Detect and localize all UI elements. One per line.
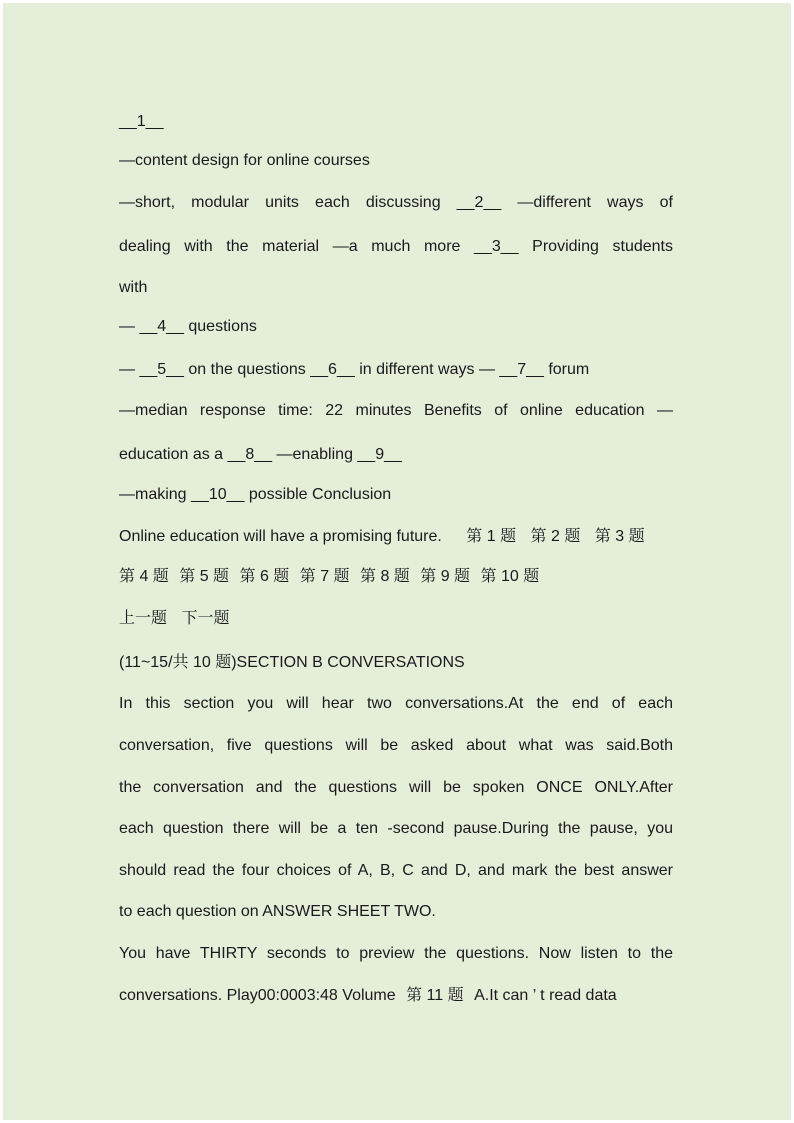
prev-next-row: [119, 609, 229, 629]
question-nav-5[interactable]: 第 5 题: [179, 568, 230, 585]
next-question-button[interactable]: 下一题: [181, 610, 230, 627]
outline-line: — __5__ on the questions __6__ in different ways — __7__ forum: [119, 361, 590, 378]
instruction-line: each question there will be a ten -second pause.During the pause, you: [119, 820, 673, 837]
outline-line: —content design for online courses: [119, 152, 370, 169]
instruction-line: conversation, five questions will be asked about what was said.Both: [119, 737, 673, 754]
question-nav-row: [119, 567, 539, 587]
conversations-text: conversations.: [119, 987, 223, 1004]
question-nav-2[interactable]: 第 2 题: [530, 528, 581, 545]
outline-line: —median response time: 22 minutes Benefits of online education —: [119, 402, 673, 419]
player-line: [119, 986, 617, 1006]
instruction-line: You have THIRTY seconds to preview the questions. Now listen to the: [119, 945, 673, 962]
player-time: 00:0003:48: [257, 987, 338, 1004]
instruction-line: the conversation and the questions will be spoken ONCE ONLY.After: [119, 779, 673, 796]
question-nav-6[interactable]: 第 6 题: [239, 568, 290, 585]
question-nav-11[interactable]: 第 11 题: [406, 987, 464, 1004]
question-nav-10[interactable]: 第 10 题: [480, 568, 540, 585]
instruction-line: should read the four choices of A, B, C and D, and mark the best answer: [119, 862, 673, 879]
option-a: A.It can ’ t read data: [474, 987, 617, 1004]
conclusion-and-nav-line: [119, 527, 645, 547]
prev-question-button[interactable]: 上一题: [119, 610, 168, 627]
outline-line: — __4__ questions: [119, 318, 257, 335]
outline-line: with: [119, 279, 148, 296]
question-nav-8[interactable]: 第 8 题: [360, 568, 410, 585]
question-nav-7[interactable]: 第 7 题: [299, 568, 350, 585]
volume-control[interactable]: Volume: [342, 987, 396, 1004]
question-nav-9[interactable]: 第 9 题: [420, 568, 471, 585]
question-nav-1[interactable]: 第 1 题: [466, 528, 517, 545]
conclusion-text: Online education will have a promising future.: [119, 528, 442, 545]
outline-line: education as a __8__ —enabling __9__: [119, 446, 402, 463]
question-nav-4[interactable]: 第 4 题: [119, 568, 169, 585]
outline-line: dealing with the material —a much more __3__ Providing students: [119, 238, 673, 255]
instruction-line: to each question on ANSWER SHEET TWO.: [119, 903, 436, 920]
instruction-line: In this section you will hear two conversations.At the end of each: [119, 695, 673, 712]
outline-line: —short, modular units each discussing __2__ —different ways of: [119, 194, 673, 211]
question-nav-3[interactable]: 第 3 题: [594, 528, 645, 545]
section-heading: (11~15/共 10 题)SECTION B CONVERSATIONS: [119, 654, 465, 671]
play-button[interactable]: Play: [226, 987, 258, 1004]
answer-blank-1: __1__: [119, 113, 164, 130]
outline-line: —making __10__ possible Conclusion: [119, 486, 392, 503]
